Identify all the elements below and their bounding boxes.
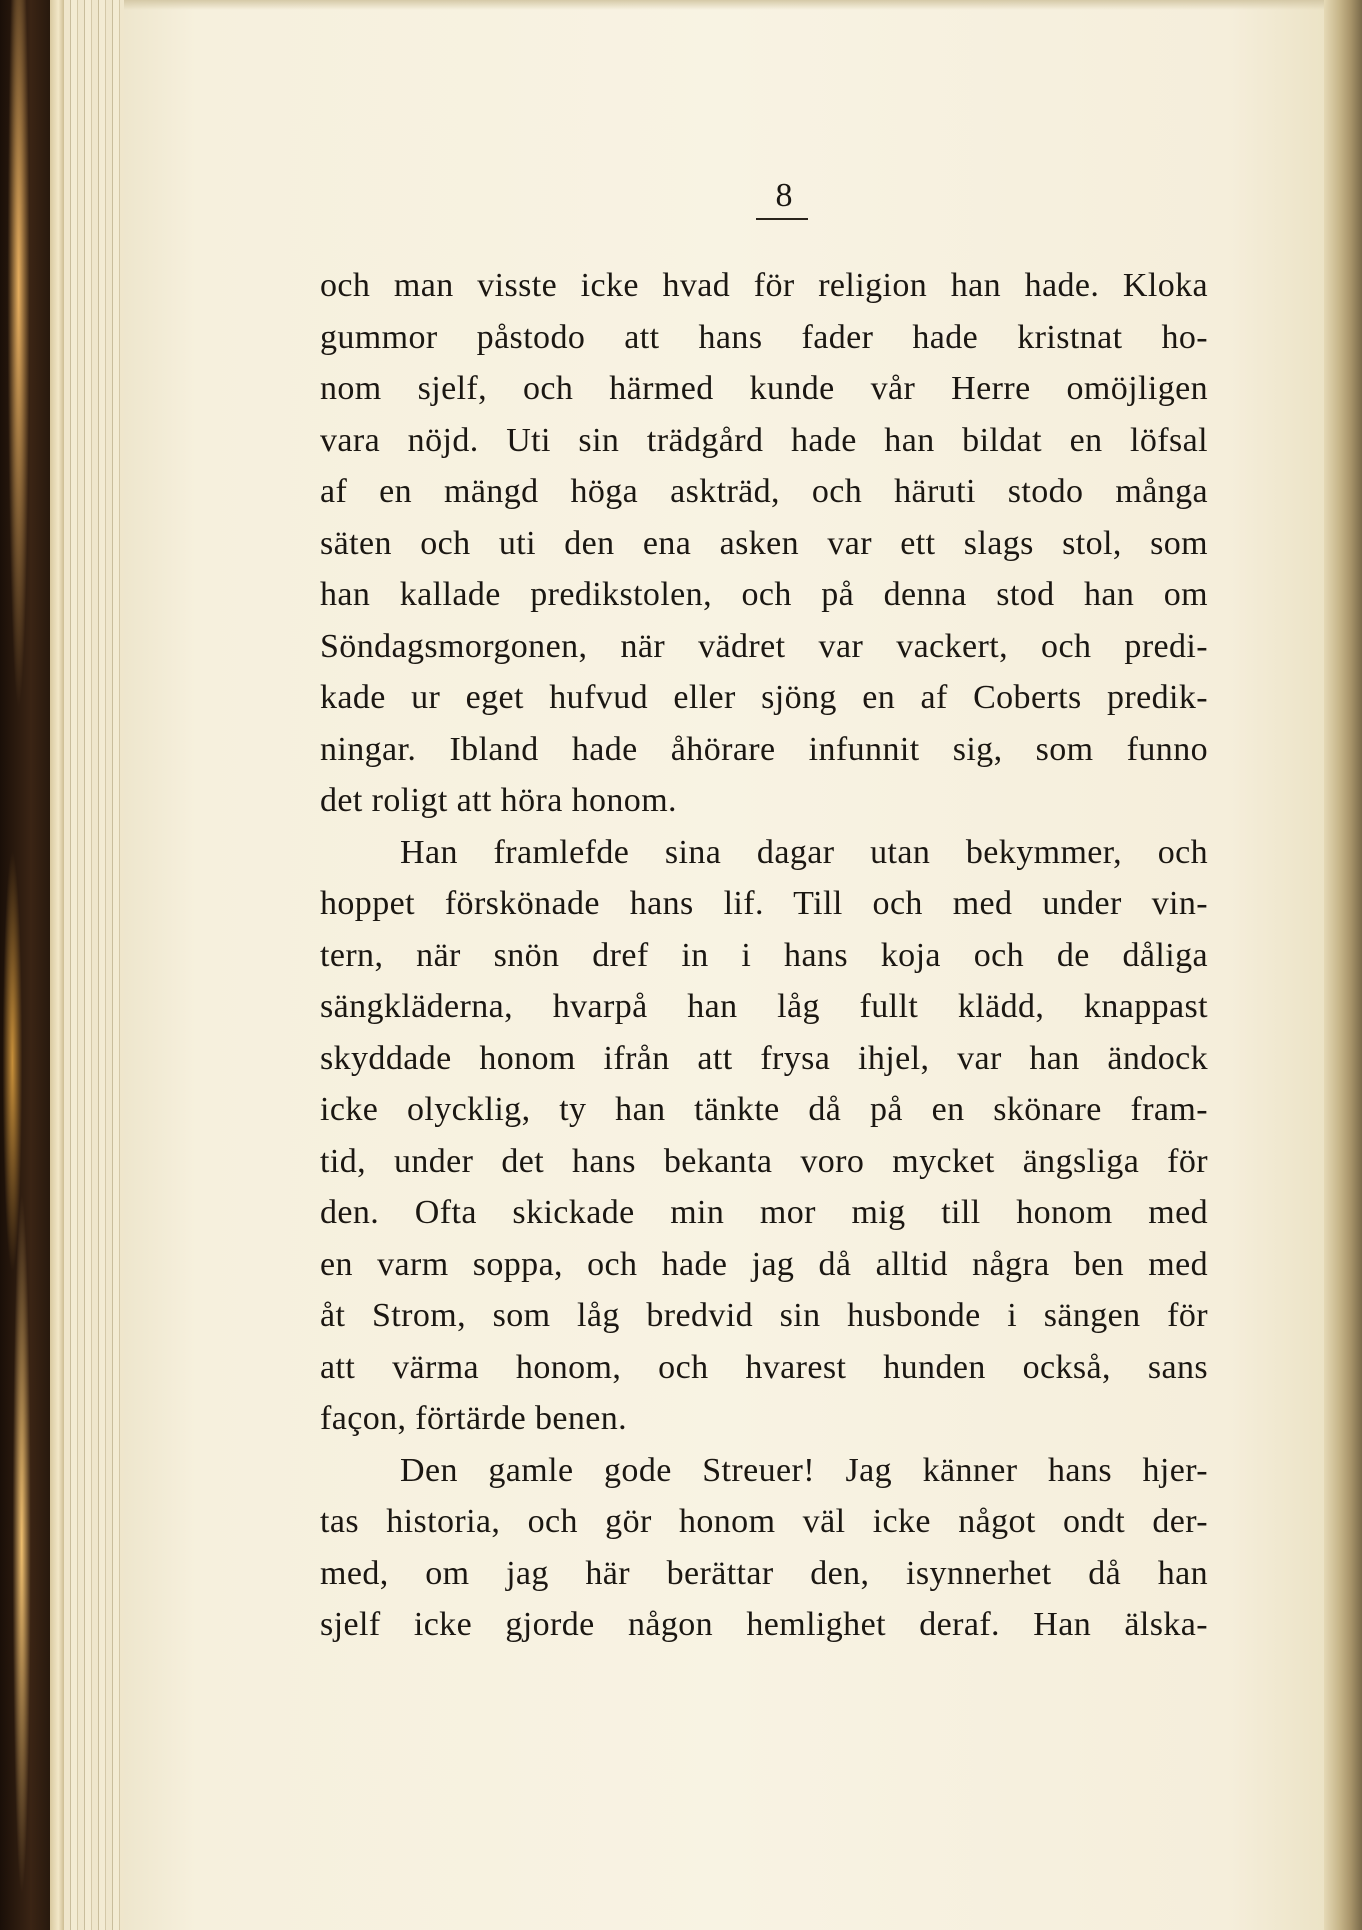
page-right-edge	[1324, 0, 1362, 1930]
text-line: vara nöjd. Uti sin trädgård hade han bildat en löfsal	[320, 421, 1208, 459]
text-line: att värma honom, och hvarest hunden också, sans	[320, 1348, 1208, 1386]
text-line: icke olycklig, ty han tänkte då på en skönare fram-	[320, 1091, 1208, 1128]
text-line: åt Strom, som låg bredvid sin husbonde i sängen för	[320, 1297, 1208, 1334]
text-line: hoppet förskönade hans lif. Till och med under vin-	[320, 885, 1208, 922]
cover-binding-strip	[50, 0, 64, 1930]
text-line: det roligt att höra honom.	[320, 782, 677, 819]
text-line: en varm soppa, och hade jag då alltid några ben med	[320, 1245, 1208, 1283]
text-line: Söndagsmorgonen, när vädret var vackert, och predi-	[320, 627, 1208, 665]
text-line: och man visste icke hvad för religion han hade. Kloka	[320, 267, 1208, 304]
text-line: Den gamle gode Streuer! Jag känner hans hjer-	[400, 1451, 1208, 1489]
text-line: tas historia, och gör honom väl icke något ondt der-	[320, 1503, 1208, 1540]
text-line: kade ur eget hufvud eller sjöng en af Coberts predik-	[320, 679, 1208, 716]
text-line: sängkläderna, hvarpå han låg fullt klädd, knappast	[320, 988, 1208, 1025]
text-line: den. Ofta skickade min mor mig till honom med	[320, 1194, 1208, 1231]
text-line: gummor påstodo att hans fader hade kristnat ho-	[320, 318, 1208, 356]
text-line: sjelf icke gjorde någon hemlighet deraf. Han älska-	[320, 1606, 1208, 1643]
text-line: med, om jag här berättar den, isynnerhet då han	[320, 1554, 1208, 1592]
text-line: säten och uti den ena asken var ett slags stol, som	[320, 524, 1208, 562]
page-number: 8	[775, 177, 793, 214]
text-line: tid, under det hans bekanta voro mycket ängsliga för	[320, 1142, 1208, 1180]
page-body	[320, 260, 1208, 1651]
page-text-block	[320, 176, 1208, 1651]
text-line: skyddade honom ifrån att frysa ihjel, var han ändock	[320, 1039, 1208, 1077]
text-line: Han framlefde sina dagar utan bekymmer, och	[400, 833, 1208, 871]
text-line: ningar. Ibland hade åhörare infunnit sig, som funno	[320, 730, 1208, 768]
text-line: af en mängd höga askträd, och häruti stodo många	[320, 473, 1208, 510]
text-line: tern, när snön dref in i hans koja och de dåliga	[320, 936, 1208, 974]
text-line: façon, förtärde benen.	[320, 1400, 628, 1437]
stacked-page-edges	[64, 0, 124, 1930]
text-line: han kallade predikstolen, och på denna stod han om	[320, 576, 1208, 613]
text-line: nom sjelf, och härmed kunde vår Herre omöjligen	[320, 370, 1208, 407]
page-number-rule	[756, 218, 808, 220]
page-top-shadow	[124, 0, 1324, 10]
